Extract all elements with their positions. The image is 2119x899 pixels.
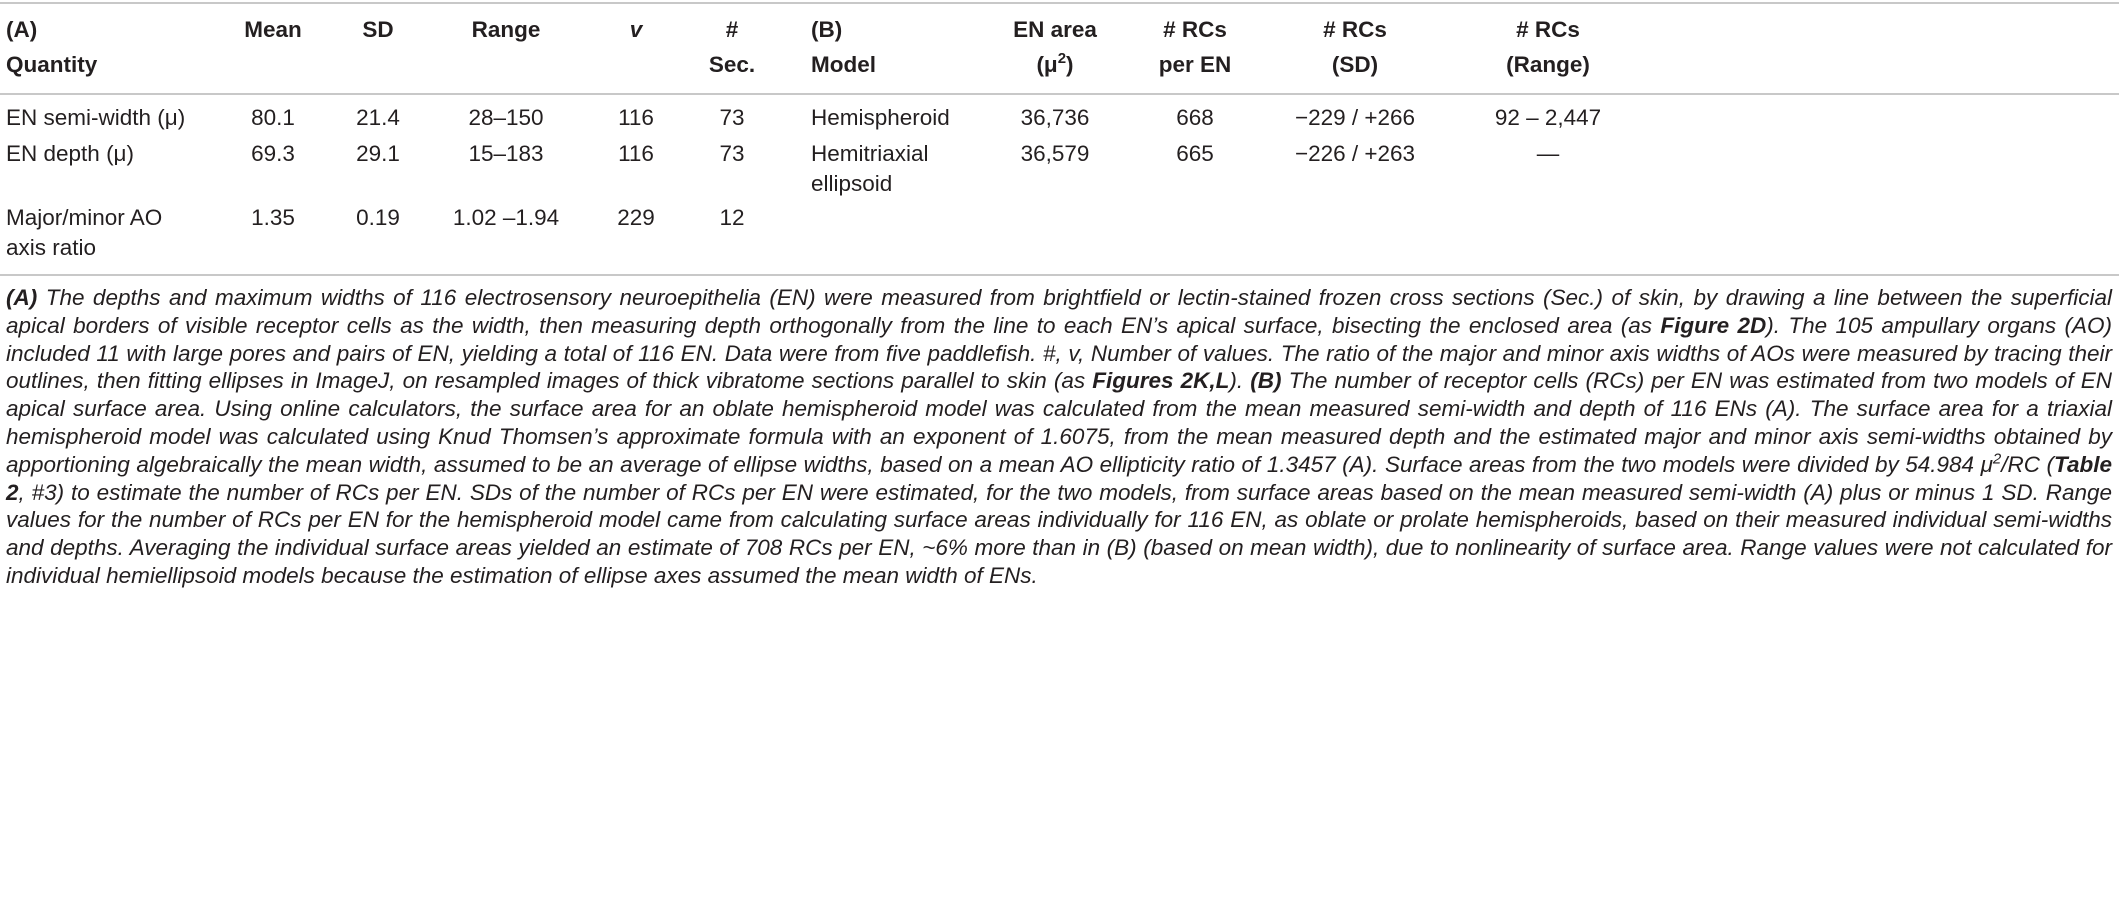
table-b-row2-rcs: 665 [1176,141,1214,166]
header-range: Range [471,17,541,42]
table-b-row2-range: — [1536,141,1560,166]
table-top-rule [0,2,2119,4]
header-en-area-unit: $(\mu^2)$ [1036,50,1074,77]
header-rcs-per-en-1: # RCs [1163,17,1227,42]
header-model: Model [811,52,876,77]
table-a-row3-sec: 12 [719,205,745,230]
table-a-row2-sd: 29.1 [356,141,400,166]
header-rcs-sd-2: (SD) [1331,52,1379,77]
table-a-row3-quantity: Major/minor AO [6,205,163,230]
table-a-row1-quantity: EN semi-width (μ) [6,105,186,130]
table-b-row2-area: 36,579 [1020,141,1090,166]
table-b-row1-area: 36,736 [1020,105,1090,130]
table-a-row2-range: 15–183 [468,141,544,166]
header-quantity: Quantity [6,52,98,77]
header-mean: Mean [244,17,302,42]
table-a-row2-sec: 73 [719,141,745,166]
table-b-row2-model: Hemitriaxial [811,141,929,166]
table-a-row2-quantity: EN depth (μ) [6,141,135,166]
table-a-row3-mean: 1.35 [251,205,295,230]
table-a-row1-sd: 21.4 [356,105,400,130]
table-b-row2-model-cont: ellipsoid [811,171,893,196]
table-a-row2-mean: 69.3 [251,141,295,166]
header-sd: SD [362,17,394,42]
table-a-row1-sec: 73 [719,105,745,130]
table-b-row2-sd: −226 / +263 [1294,141,1416,166]
header-sec-hash: # [725,17,739,42]
table-b-row1-rcs: 668 [1176,105,1214,130]
table-a-row3-v: 229 [617,205,655,230]
header-b-label: (B) [811,17,843,42]
header-a-label: (A) [6,17,38,42]
table-a-row1-mean: 80.1 [251,105,295,130]
table-a-row3-quantity-cont: axis ratio [6,235,97,260]
header-bottom-rule [0,93,2119,95]
table-b-row1-model: Hemispheroid [811,105,950,130]
table-a-row3-range: 1.02 –1.94 [452,205,560,230]
header-en-area: EN area [1013,17,1097,42]
header-v: v [629,17,643,42]
table-a-row1-v: 116 [618,105,654,130]
header-sec: Sec. [708,52,756,77]
header-rcs-sd-1: # RCs [1323,17,1387,42]
table-b-row1-sd: −229 / +266 [1294,105,1416,130]
table-a-row1-range: 28–150 [468,105,544,130]
header-rcs-per-en-2: per EN [1158,52,1232,77]
table-footnote: (A) The depths and maximum widths of 116 electrosensory neuroepithelia (EN) were measured from brightfield or lectin-stained frozen cross sections (Sec.) of skin, by drawing a line between the superficial apical borders of visible receptor cells as the width, then measuring depth orthogonally from the line to each EN’s apical surface, bisecting the enclosed area (as Figure 2D). The 105 ampullary organs (AO) included 11 with large pores and pairs of EN, yielding a total of 116 EN. Data were from five paddlefish. #, v, Number of values. The ratio of the major and minor axis widths of AOs were measured by tracing their outlines, then fitting ellipses in ImageJ, on resampled images of thick vibratome sections parallel to skin (as Figures 2K,L). (B) The number of receptor cells (RCs) per EN was estimated from two models of EN apical surface area. Using online calculators, the surface area for an oblate hemispheroid model was calculated from the mean measured semi-width and depth of 116 ENs (A). The surface area for a triaxial hemispheroid model was calculated using Knud Thomsen’s approximate formula with an exponent of 1.6075, from the mean measured depth and the estimated major and minor axis semi-widths obtained by apportioning algebraically the mean width, assumed to be an average of ellipse widths, based on a mean AO ellipticity ratio of 1.3457 (A). Surface areas from the two models were divided by 54.984 $\mu^2/RC$ (Table 2, #3) to estimate the number of RCs per EN. SDs of the number of RCs per EN were estimated, for the two models, from surface areas based on the mean measured semi-width (A) plus or minus 1 SD. Range values for the number of RCs per EN for the hemispheroid model came from calculating surface areas individually for 116 EN, as oblate or prolate hemispheroids, based on their measured individual semi-widths and depths. Averaging the individual surface areas yielded an estimate of 708 RCs per EN, ~6% more than in (B) (based on mean width), due to nonlinearity of surface area. Range values were not calculated for individual hemiellipsoid models because the estimation of ellipse axes assumed the mean width of ENs. [6,285,2113,588]
table-a-row3-sd: 0.19 [356,205,400,230]
header-rcs-range-2: (Range) [1506,52,1590,77]
table-bottom-rule [0,274,2119,276]
header-rcs-range-1: # RCs [1516,17,1580,42]
table-b-row1-range: 92 – 2,447 [1494,105,1602,130]
table-a-row2-v: 116 [618,141,654,166]
